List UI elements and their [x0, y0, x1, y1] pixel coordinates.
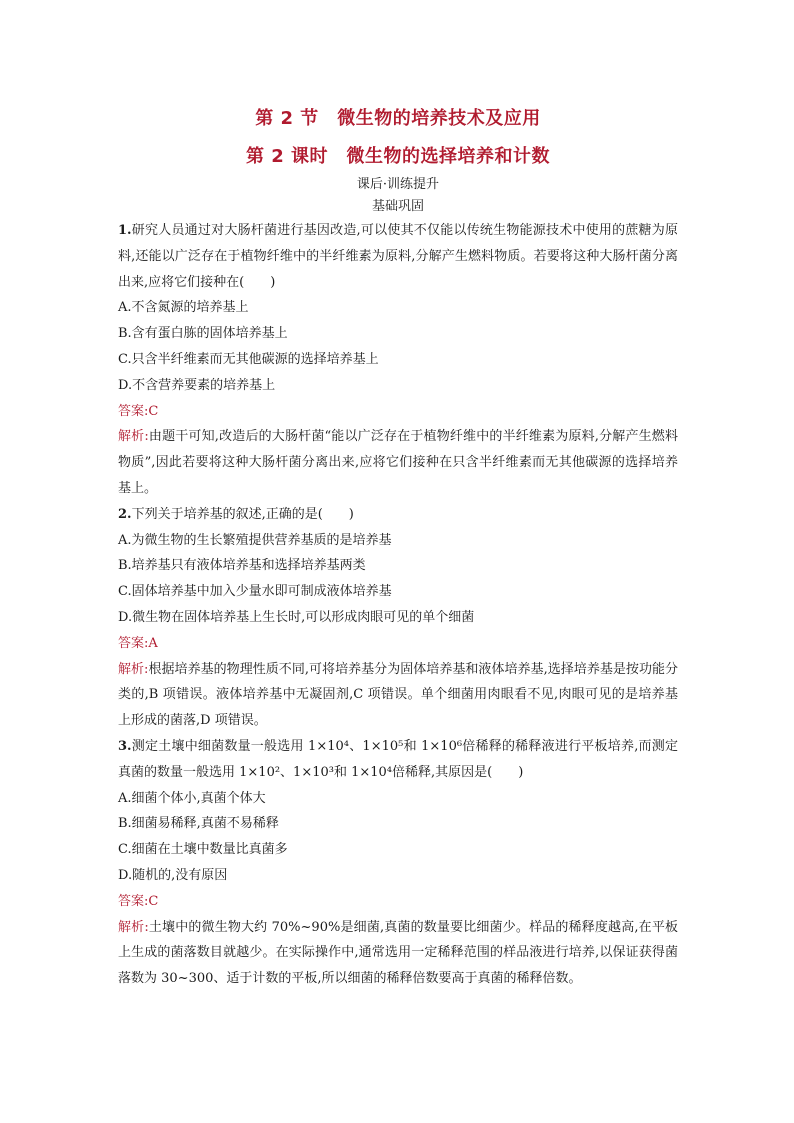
- question-text: 研究人员通过对大肠杆菌进行基因改造,可以使其不仅能以传统生物能源技术中使用的蔗糖为原料,还能以广泛存在于植物纤维中的半纤维素为原料,分解产生燃料物质。若要将这种大肠杆菌分离出来,应将它们接种在( ): [118, 223, 678, 290]
- analysis-label: 解析:: [118, 661, 149, 677]
- subtitle: 课后·训练提升: [356, 177, 440, 192]
- option-d: D.随机的,没有原因: [118, 867, 228, 883]
- lesson-title: 第 2 课时 微生物的选择培养和计数: [245, 146, 551, 167]
- option-c: C.固体培养基中加入少量水即可制成液体培养基: [118, 584, 392, 600]
- question-stem: [118, 734, 678, 786]
- answer-label: 答案:: [118, 893, 149, 909]
- analysis-line: [118, 657, 678, 734]
- analysis-line: [118, 424, 678, 501]
- option-b: B.培养基只有液体培养基和选择培养基两类: [118, 558, 366, 574]
- question-text: 下列关于培养基的叙述,正确的是( ): [131, 506, 354, 522]
- option-a: A.不含氮源的培养基上: [118, 300, 249, 316]
- analysis-label: 解析:: [118, 919, 149, 935]
- answer-line: [118, 399, 678, 425]
- question-number: 1.: [118, 223, 132, 238]
- question-number: 3.: [118, 738, 132, 754]
- option-d: D.微生物在固体培养基上生长时,可以形成肉眼可见的单个细菌: [118, 609, 475, 625]
- analysis-line: [118, 915, 678, 992]
- question-stem: [118, 218, 678, 295]
- analysis-text: 由题干可知,改造后的大肠杆菌“能以广泛存在于植物纤维中的半纤维素为原料,分解产生燃料物质”,因此若要将这种大肠杆菌分离出来,应将它们接种在只含半纤维素而无其他碳源的选择培养基上。: [118, 429, 678, 496]
- answer-line: [118, 631, 678, 657]
- answer-label: 答案:: [118, 403, 149, 419]
- answer-value: C: [148, 893, 159, 909]
- option-c: C.细菌在土壤中数量比真菌多: [118, 842, 288, 858]
- document-page: [118, 104, 678, 992]
- question-number: 2.: [118, 506, 132, 522]
- analysis-text: 根据培养基的物理性质不同,可将培养基分为固体培养基和液体培养基,选择培养基是按功能分类的,B 项错误。液体培养基中无凝固剂,C 项错误。单个细菌用肉眼看不见,肉眼可见的是培养基上形成的菌落,D 项错误。: [118, 661, 679, 729]
- section-title: 第 2 节 微生物的培养技术及应用: [255, 108, 541, 129]
- answer-value: A: [148, 635, 158, 651]
- option-c: C.只含半纤维素而无其他碳源的选择培养基上: [118, 351, 379, 367]
- question-3: [118, 734, 678, 992]
- answer-line: [118, 889, 678, 915]
- option-a: A.细菌个体小,真菌个体大: [118, 790, 266, 806]
- option-b: B.含有蛋白胨的固体培养基上: [118, 326, 288, 342]
- answer-value: C: [148, 403, 159, 419]
- option-a: A.为微生物的生长繁殖提供营养基质的是培养基: [118, 532, 392, 548]
- question-text: 测定土壤中细菌数量一般选用 1×10⁴、1×10⁵和 1×10⁶倍稀释的稀释液进行平板培养,而测定真菌的数量一般选用 1×10²、1×10³和 1×10⁴倍稀释,其原因是( ): [118, 738, 678, 780]
- answer-label: 答案:: [118, 635, 149, 651]
- option-d: D.不含营养要素的培养基上: [118, 377, 276, 393]
- question-2: [118, 502, 678, 734]
- category-heading: 基础巩固: [371, 199, 424, 214]
- question-stem: [118, 502, 678, 528]
- option-b: B.细菌易稀释,真菌不易稀释: [118, 816, 279, 832]
- analysis-label: 解析:: [118, 429, 149, 445]
- analysis-text: 土壤中的微生物大约 70%~90%是细菌,真菌的数量要比细菌少。样品的稀释度越高,在平板上生成的菌落数目就越少。在实际操作中,通常选用一定稀释范围的样品液进行培养,以保证获得菌落数为 30~300、适于计数的平板,所以细菌的稀释倍数要高于真菌的稀释倍数。: [118, 919, 678, 987]
- question-1: [118, 218, 678, 502]
